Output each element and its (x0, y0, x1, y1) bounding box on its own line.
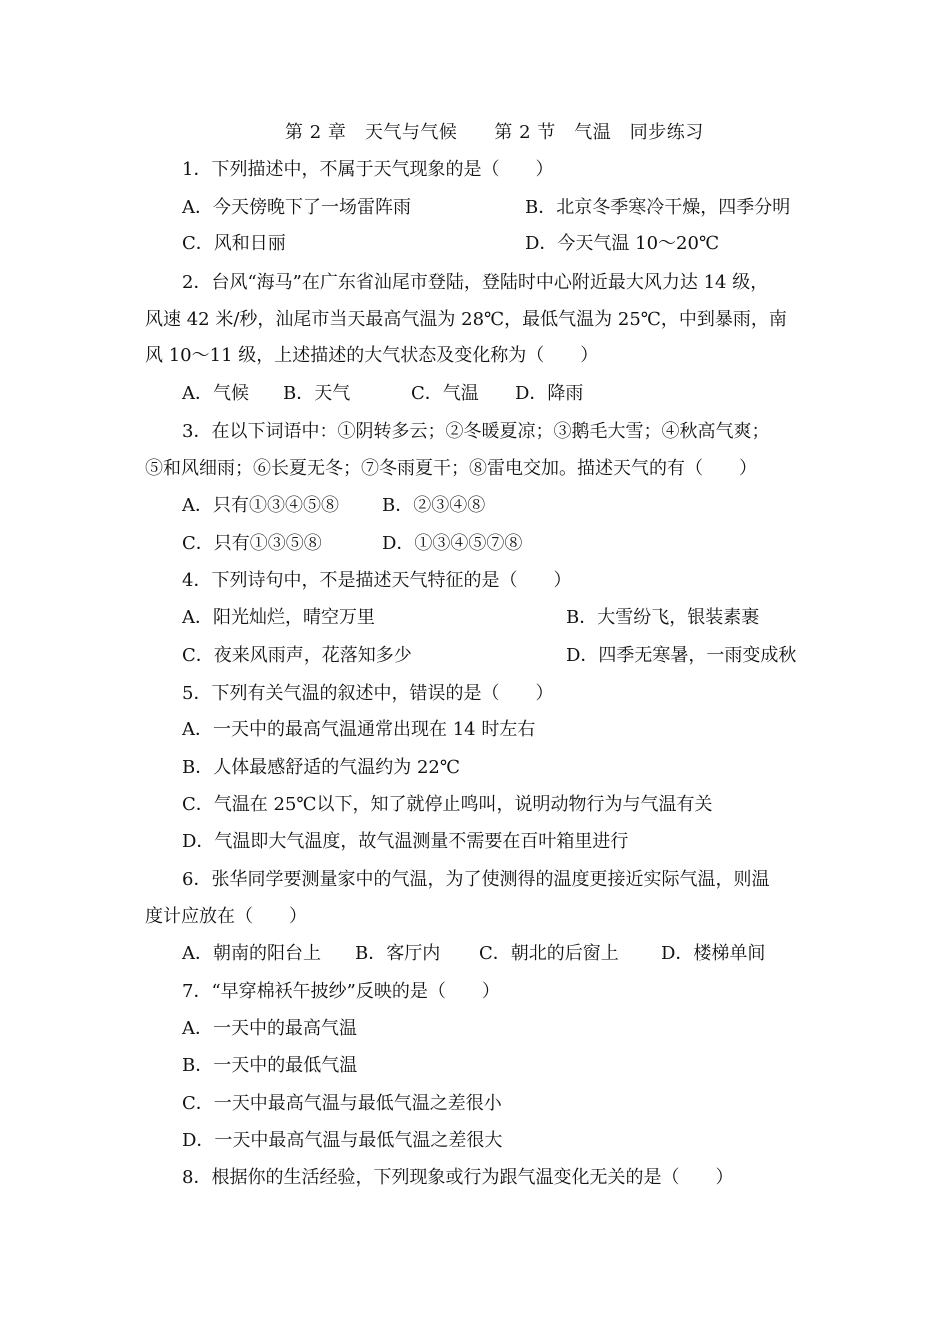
q1-option-c: C．风和日丽 (182, 233, 286, 254)
q7-stem: 7．“早穿棉袄午披纱”反映的是（ ） (182, 981, 500, 1002)
q3-option-a: A．只有①③④⑤⑧ (182, 495, 339, 516)
q2-stem-line3: 风 10～11 级，上述描述的大气状态及变化称为（ ） (145, 345, 599, 366)
q1-option-a: A．今天傍晚下了一场雷阵雨 (182, 197, 411, 218)
q7-option-b: B．一天中的最低气温 (182, 1055, 358, 1076)
q2-option-d: D．降雨 (515, 383, 584, 404)
q6-stem-line1: 6．张华同学要测量家中的气温，为了使测得的温度更接近实际气温，则温 (182, 869, 770, 890)
q5-option-a: A．一天中的最高气温通常出现在 14 时左右 (182, 719, 536, 740)
q1-option-d: D．今天气温 10～20℃ (525, 233, 720, 254)
q7-option-c: C．一天中最高气温与最低气温之差很小 (182, 1093, 502, 1114)
q7-option-d: D．一天中最高气温与最低气温之差很大 (182, 1130, 503, 1151)
q2-option-a: A．气候 (182, 383, 249, 404)
q5-stem: 5．下列有关气温的叙述中，错误的是（ ） (182, 683, 554, 704)
q6-option-a: A．朝南的阳台上 (182, 943, 321, 964)
q6-option-c: C．朝北的后窗上 (479, 943, 619, 964)
q1-stem: 1．下列描述中，不属于天气现象的是（ ） (182, 159, 554, 180)
q3-option-c: C．只有①③⑤⑧ (182, 533, 322, 554)
q4-option-c: C．夜来风雨声，花落知多少 (182, 645, 412, 666)
q5-option-d: D．气温即大气温度，故气温测量不需要在百叶箱里进行 (182, 831, 629, 852)
q2-option-b: B．天气 (283, 383, 351, 404)
q6-stem-line2: 度计应放在（ ） (145, 906, 307, 927)
q3-option-b: B．②③④⑧ (382, 495, 486, 516)
q3-stem-line1: 3．在以下词语中：①阴转多云；②冬暖夏凉；③鹅毛大雪；④秋高气爽； (182, 421, 770, 442)
q2-stem-line1: 2．台风“海马”在广东省汕尾市登陆，登陆时中心附近最大风力达 14 级， (182, 272, 769, 293)
q3-option-d: D．①③④⑤⑦⑧ (382, 533, 523, 554)
q5-option-c: C．气温在 25℃以下，知了就停止鸣叫，说明动物行为与气温有关 (182, 794, 713, 815)
q4-option-a: A．阳光灿烂，晴空万里 (182, 607, 375, 628)
q4-stem: 4．下列诗句中，不是描述天气特征的是（ ） (182, 570, 572, 591)
q2-stem-line2: 风速 42 米/秒，汕尾市当天最高气温为 28℃，最低气温为 25℃，中到暴雨，南 (145, 309, 787, 330)
q3-stem-line2: ⑤和风细雨；⑥长夏无冬；⑦冬雨夏干；⑧雷电交加。描述天气的有（ ） (145, 458, 757, 479)
q2-option-c: C．气温 (411, 383, 479, 404)
q4-option-d: D．四季无寒暑，一雨变成秋 (566, 645, 797, 666)
q8-stem: 8．根据你的生活经验，下列现象或行为跟气温变化无关的是（ ） (182, 1167, 734, 1188)
q5-option-b: B．人体最感舒适的气温约为 22℃ (182, 757, 460, 778)
q7-option-a: A．一天中的最高气温 (182, 1018, 357, 1039)
q6-option-d: D．楼梯单间 (661, 943, 766, 964)
page-title: 第 2 章 天气与气候 第 2 节 气温 同步练习 (285, 122, 704, 143)
q4-option-b: B．大雪纷飞，银装素裹 (566, 607, 760, 628)
q6-option-b: B．客厅内 (355, 943, 441, 964)
q1-option-b: B．北京冬季寒冷干燥，四季分明 (525, 197, 791, 218)
